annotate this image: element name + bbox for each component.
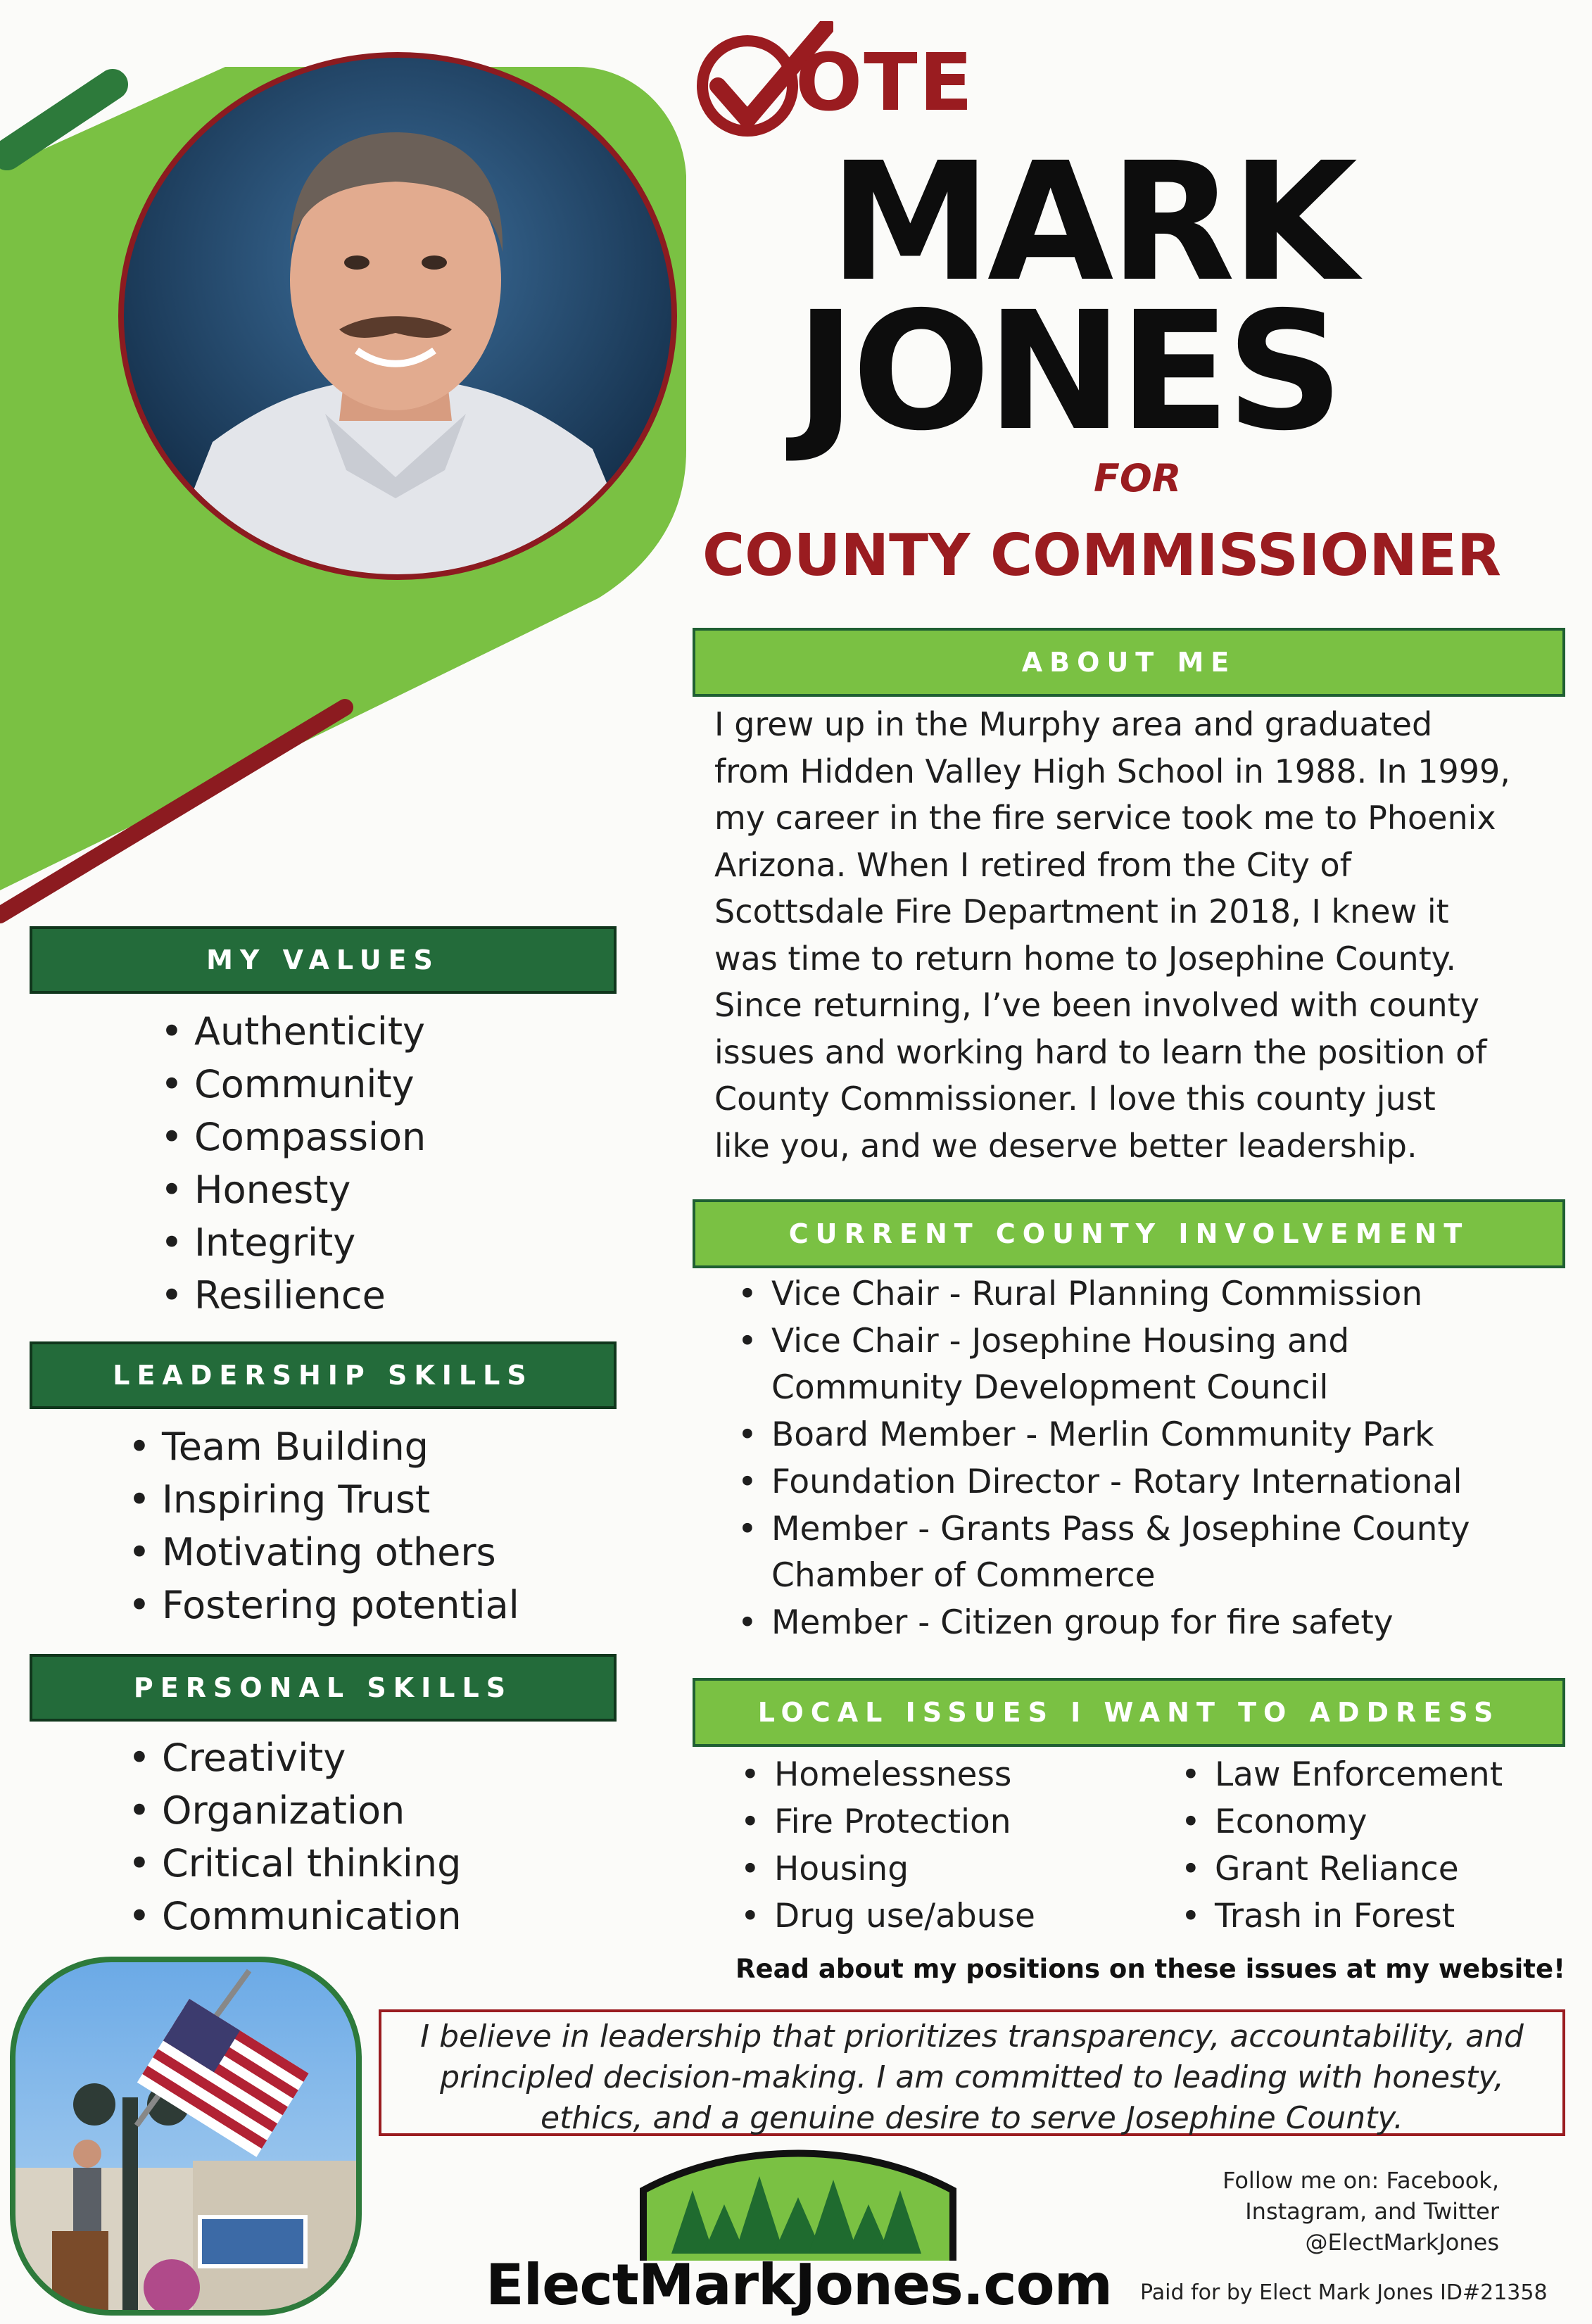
list-item: • Fostering potential	[128, 1579, 519, 1631]
list-item: • Inspiring Trust	[128, 1473, 519, 1526]
list-item: • Fire Protection	[740, 1798, 1035, 1845]
list-item: • Compassion	[160, 1111, 426, 1163]
involvement-list	[738, 1271, 1568, 1647]
social-follow-text: Follow me on: Facebook, Instagram, and Twitter @ElectMarkJones	[1223, 2167, 1499, 2256]
personal-skills-header: PERSONAL SKILLS	[30, 1654, 617, 1722]
issues-list-left	[740, 1751, 1035, 1940]
issues-list-right	[1181, 1751, 1503, 1940]
list-item: • Integrity	[160, 1216, 426, 1269]
leadership-skills-header: LEADERSHIP SKILLS	[30, 1341, 617, 1409]
leadership-quote: I believe in leadership that prioritizes transparency, accountability, and principled decision-making. I am committed to leading with honesty, ethics, and a genuine desire to serve Josephine County.	[379, 2009, 1565, 2136]
candidate-first-name: MARK	[829, 127, 1353, 317]
list-item: • Economy	[1181, 1798, 1503, 1845]
list-item: • Organization	[128, 1784, 462, 1837]
campaign-website: ElectMarkJones.com	[486, 2252, 1112, 2318]
paid-for-disclaimer: Paid for by Elect Mark Jones ID#21358	[1140, 2280, 1548, 2305]
list-item: • Motivating others	[128, 1526, 519, 1579]
flag-photo	[10, 1957, 362, 2316]
list-item: • Vice Chair - Rural Planning Commission	[738, 1271, 1568, 1318]
list-item: • Housing	[740, 1845, 1035, 1893]
about-me-text: I grew up in the Murphy area and graduated from Hidden Valley High School in 1988. In 1999, my career in the fire service took me to Phoenix Arizona. When I retired from the City of Scottsdale Fire Department in 2018, I knew it was time to return home to Josephine County. Since returning, I’ve been involved with county issues and working hard to learn the position of County Commissioner. I love this county just like you, and we deserve better leadership.	[714, 705, 1510, 1165]
list-item: • Vice Chair - Josephine Housing and Community Development Council	[738, 1318, 1568, 1412]
about-me-header: ABOUT ME	[693, 628, 1565, 697]
list-item: • Foundation Director - Rotary International	[738, 1459, 1568, 1506]
list-item: • Honesty	[160, 1163, 426, 1216]
list-item: • Community	[160, 1058, 426, 1111]
vote-word: OTE	[795, 37, 975, 129]
list-item: • Team Building	[128, 1420, 519, 1473]
issues-header: LOCAL ISSUES I WANT TO ADDRESS	[693, 1678, 1565, 1747]
candidate-portrait	[114, 48, 681, 584]
values-list	[160, 1005, 426, 1322]
list-item: • Resilience	[160, 1269, 426, 1322]
list-item: • Communication	[128, 1890, 462, 1943]
tree-logo-icon	[622, 2148, 974, 2261]
personal-list	[128, 1731, 462, 1943]
list-item: • Grant Reliance	[1181, 1845, 1503, 1893]
office-title: COUNTY COMMISSIONER	[702, 522, 1501, 589]
list-item: • Homelessness	[740, 1751, 1035, 1798]
list-item: • Member - Citizen group for fire safety	[738, 1600, 1568, 1647]
list-item: • Trash in Forest	[1181, 1893, 1503, 1940]
involvement-header: CURRENT COUNTY INVOLVEMENT	[693, 1199, 1565, 1268]
my-values-header: MY VALUES	[30, 926, 617, 994]
list-item: • Authenticity	[160, 1005, 426, 1058]
list-item: • Board Member - Merlin Community Park	[738, 1412, 1568, 1459]
list-item: • Law Enforcement	[1181, 1751, 1503, 1798]
list-item: • Member - Grants Pass & Josephine County Chamber of Commerce	[738, 1506, 1568, 1600]
list-item: • Critical thinking	[128, 1837, 462, 1890]
website-note: Read about my positions on these issues at my website!	[735, 1954, 1565, 1984]
list-item: • Drug use/abuse	[740, 1893, 1035, 1940]
candidate-last-name: JONES	[795, 277, 1340, 467]
list-item: • Creativity	[128, 1731, 462, 1784]
for-label: FOR	[1094, 456, 1182, 500]
leadership-list	[128, 1420, 519, 1631]
